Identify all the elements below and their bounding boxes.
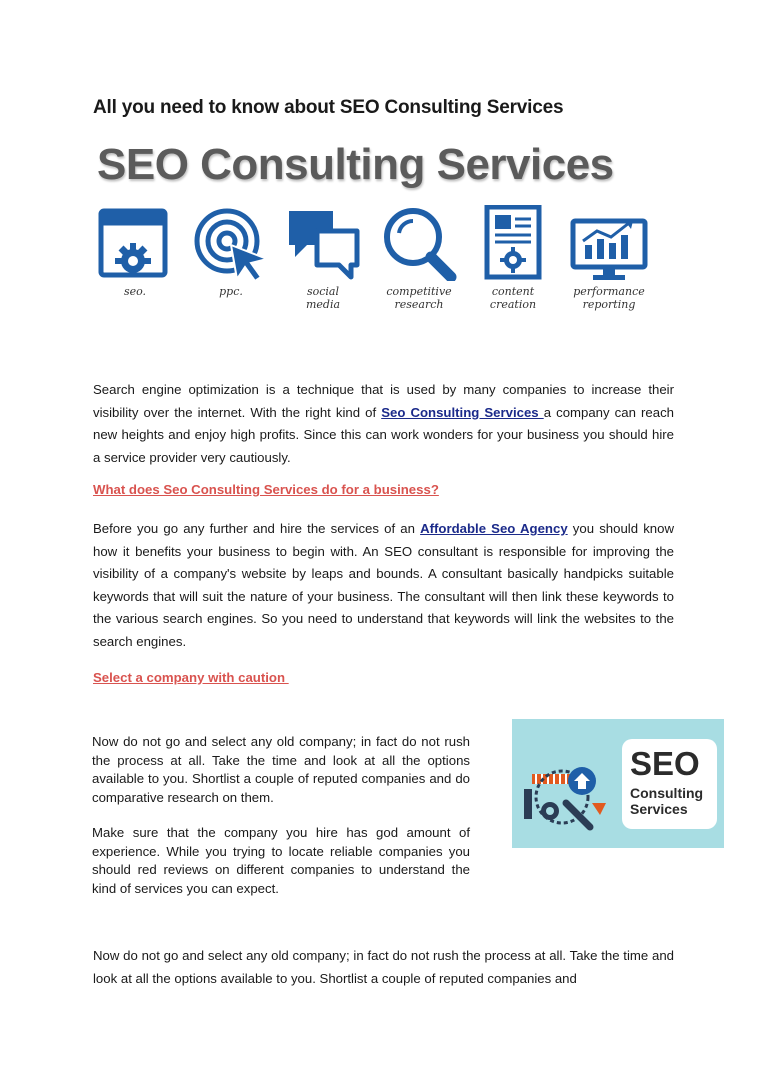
service-label: competitive research <box>386 285 452 311</box>
benefits-text: Before you go any further and hire the services of an <box>93 521 421 536</box>
seo-consulting-promo-image <box>512 719 724 848</box>
seo-consulting-services-link[interactable]: Seo Consulting Services <box>381 404 544 420</box>
benefits-paragraph <box>93 518 674 653</box>
target-cursor-icon <box>191 205 271 281</box>
service-performance-reporting <box>567 205 651 311</box>
affordable-seo-agency-link[interactable]: Affordable Seo Agency <box>420 521 568 536</box>
magnifier-icon <box>379 205 459 281</box>
service-competitive-research <box>377 205 461 311</box>
services-icon-row <box>93 205 653 345</box>
service-label: content creation <box>489 285 537 311</box>
caution-paragraph-1: Now do not go and select any old company; in fact do not rush the process at all. Take the time and look at all the options available to you. Shortlist a couple of reputed companies and do comparative research on them. <box>92 734 470 805</box>
intro-text-continued: a company can reach new heights and enjoy high profits. Since this can work wonders for your business you should hire a service provider very cautiously. <box>93 404 674 465</box>
caution-paragraph-2: Make sure that the company you hire has god amount of experience. While you trying to locate reliable companies you should red reviews on different companies to understand the kind of services you can expect. <box>92 825 470 896</box>
promo-text-seo: SEO <box>630 745 700 782</box>
service-social-media <box>281 205 365 311</box>
service-content-creation <box>471 205 555 311</box>
service-label: performance reporting <box>573 285 645 311</box>
monitor-chart-icon <box>569 205 649 281</box>
promo-text-consulting: Consulting <box>630 785 704 801</box>
browser-gear-icon <box>95 205 175 281</box>
promo-text-services: Services <box>630 801 688 817</box>
section-heading-caution: Select a company with caution <box>93 670 289 685</box>
section-heading-benefits: What does Seo Consulting Services do for a business? <box>93 482 439 497</box>
intro-text: Search engine optimization is a technique that is used by many companies to increase their visibility over the internet. With the right kind of <box>93 382 674 420</box>
service-ppc <box>189 205 273 298</box>
document-gear-icon <box>473 205 553 281</box>
seo-services-banner <box>93 140 653 350</box>
caution-paragraph-3: Now do not go and select any old company; in fact do not rush the process at all. Take the time and look at all the options available to you. Shortlist a couple of reputed companies and <box>93 948 674 986</box>
promo-illustration <box>512 719 724 848</box>
banner-heading: SEO Consulting Services <box>97 140 614 189</box>
page-title: All you need to know about SEO Consulting Services <box>93 97 564 118</box>
service-label: seo. <box>123 285 147 298</box>
intro-paragraph <box>93 379 674 469</box>
service-seo <box>93 205 177 298</box>
service-label: social media <box>305 285 341 311</box>
chat-bubbles-icon <box>283 205 363 281</box>
service-label: ppc. <box>219 285 243 298</box>
benefits-text-continued: you should know how it benefits your business to begin with. An SEO consultant is responsible for improving the visibility of a company's website by leaps and bounds. A consultant basically handpicks suitable keywords that will suit the nature of your business. The consultant will then link these keywords to the various search engines. So you need to understand that keywords will link the websites to the search engines. <box>93 521 674 649</box>
